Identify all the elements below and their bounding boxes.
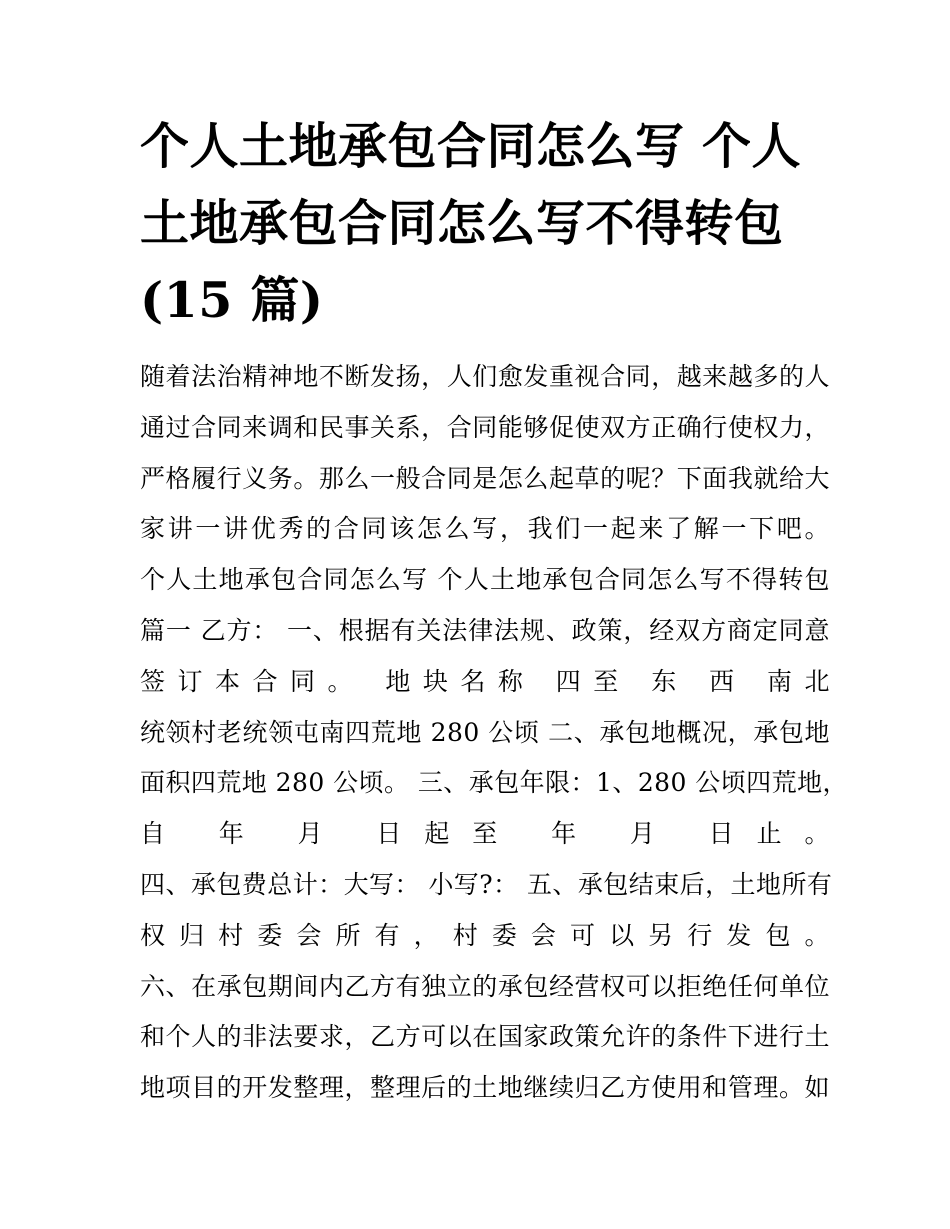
body-line: 权归村委会所有，村委会可以另行发包。: [140, 920, 830, 950]
body-line: 篇一 乙方： 一、根据有关法律法规、政策，经双方商定同意: [140, 615, 830, 645]
title-line: 个人土地承包合同怎么写 个人: [140, 117, 802, 175]
body-line: 六、在承包期间内乙方有独立的承包经营权可以拒绝任何单位: [140, 971, 830, 1001]
document-title: [140, 108, 830, 339]
body-line: 家讲一讲优秀的合同该怎么写，我们一起来了解一下吧。: [140, 514, 830, 544]
document-body: [140, 352, 848, 1114]
body-line: 个人土地承包合同怎么写 个人土地承包合同怎么写不得转包: [140, 565, 830, 595]
body-line: 通过合同来调和民事关系，合同能够促使双方正确行使权力，: [140, 412, 830, 442]
body-line: 和个人的非法要求，乙方可以在国家政策允许的条件下进行土: [140, 1022, 830, 1052]
body-line: 随着法治精神地不断发扬，人们愈发重视合同，越来越多的人: [140, 362, 830, 391]
title-line: (15 篇): [140, 271, 324, 329]
body-line: 自 年 月 日起至 年 月 日止。: [140, 819, 830, 849]
body-line: 严格履行义务。那么一般合同是怎么起草的呢？下面我就给大: [140, 463, 830, 493]
body-line: 统领村老统领屯南四荒地 280 公顷 二、承包地概况，承包地: [140, 717, 830, 747]
body-line: 四、承包费总计：大写： 小写?： 五、承包结束后，土地所有: [140, 869, 833, 899]
body-line: 签订本合同。 地块名称 四至 东 西 南北: [140, 666, 830, 696]
body-line: 面积四荒地 280 公顷。 三、承包年限：1、280 公顷四荒地，: [140, 768, 848, 798]
document-content: [140, 108, 848, 1114]
body-line: 地项目的开发整理，整理后的土地继续归乙方使用和管理。如: [140, 1073, 830, 1103]
title-line: 土地承包合同怎么写不得转包: [140, 194, 784, 252]
